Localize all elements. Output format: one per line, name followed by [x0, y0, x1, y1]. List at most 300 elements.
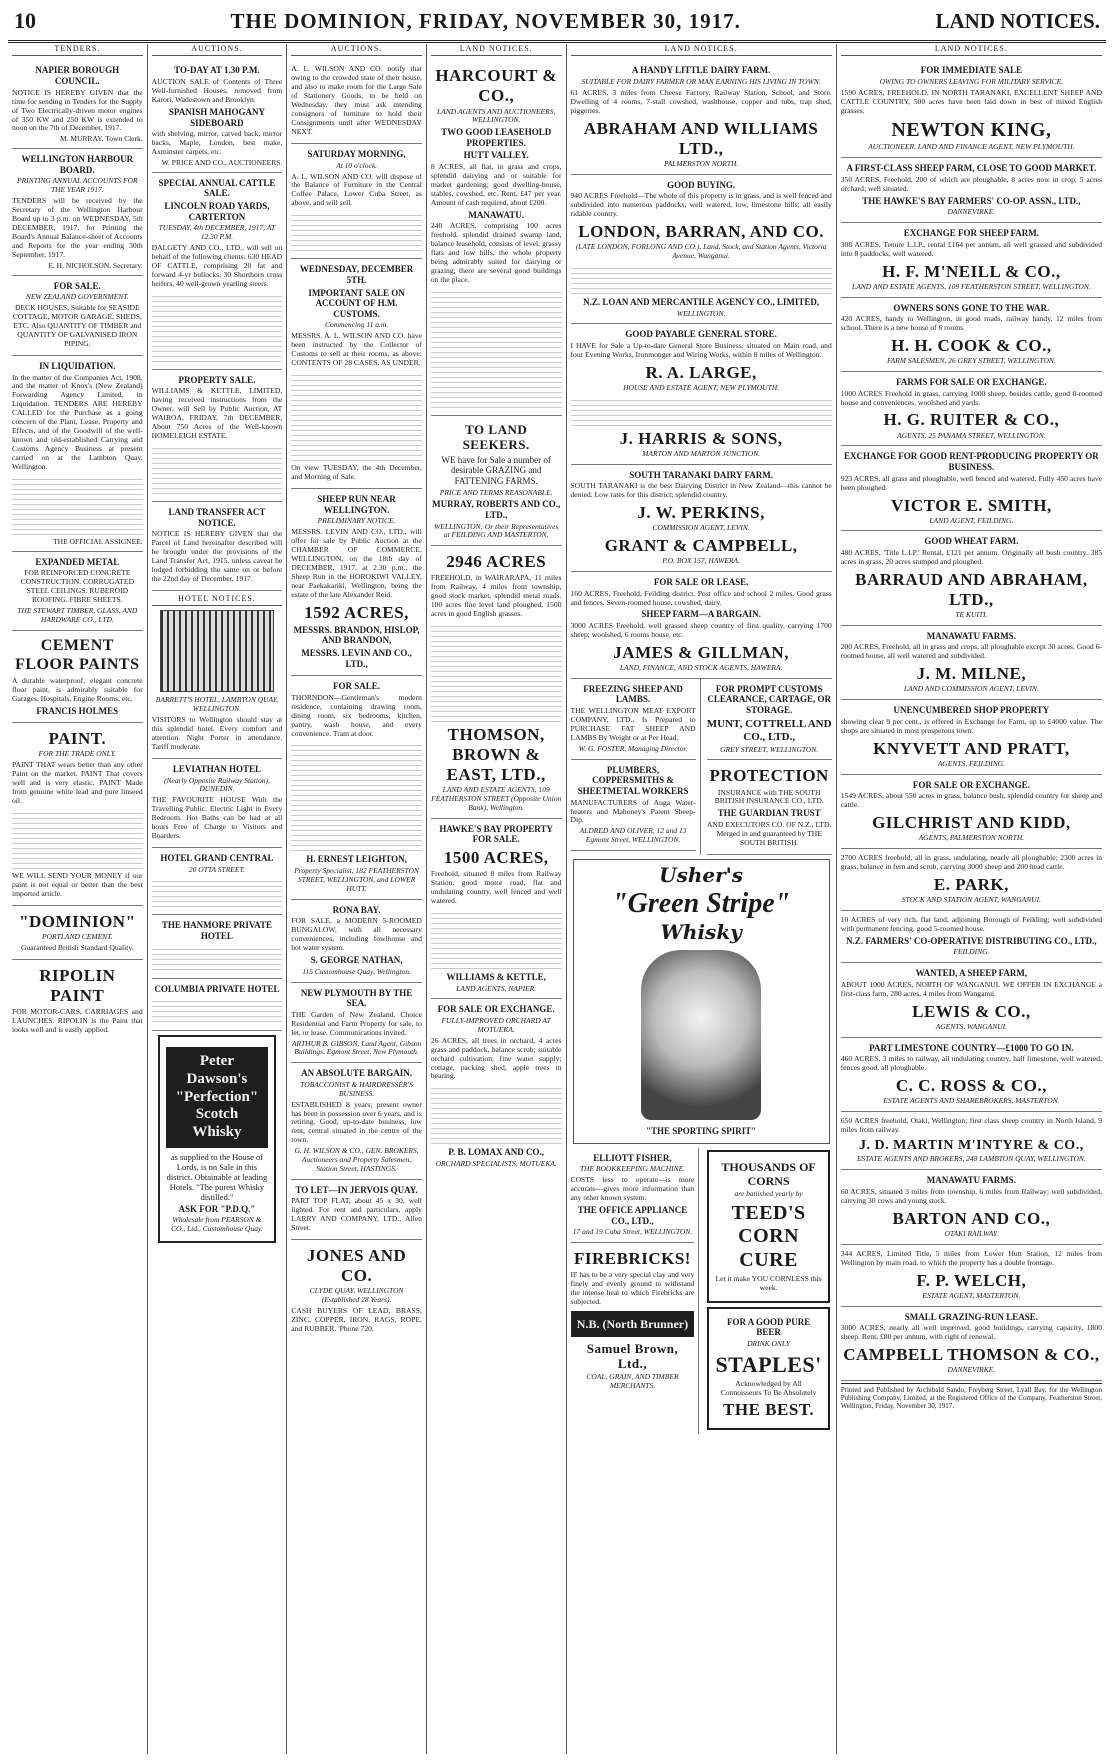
ad-title: PROTECTION	[709, 766, 829, 786]
ad-manawatu-farms-2	[841, 1170, 1102, 1244]
ad-agent-address: ORCHARD SPECIALISTS, MOTUEKA.	[435, 1159, 557, 1169]
ad-subtitle: are banished yearly by	[734, 1189, 803, 1199]
ad-title: Peter Dawson's "Perfection" Scotch Whisky	[166, 1047, 269, 1147]
ad-agent-address: COAL, GRAIN, AND TIMBER MERCHANTS.	[586, 1371, 679, 1390]
ad-grazing-run	[841, 1307, 1102, 1381]
bottom-right	[705, 1148, 831, 1434]
ad-agent: R. A. LARGE,	[645, 362, 757, 382]
ad-subtitle: SUITABLE FOR DAIRY FARMER OR MAN EARNING HIS LIVING IN TOWN.	[581, 77, 821, 87]
ad-title: HARCOURT & CO.,	[435, 66, 558, 106]
ad-body: Acknowledged by All Connoisseurs To Be Absolutely	[720, 1378, 817, 1397]
ad-body: 3000 ACRES, nearly all well improved, good buildings, carrying capacity, 1800 sheep. Rent, £80 per annum, with right of renewal.	[840, 1323, 1102, 1342]
ad-body: FREEHOLD, in WAIRARAPA, 11 miles from Railway, 4 miles from township, good stock market, splendid metal roads. 100 acres fine level land ploughed, 1500 acres in good English grasses.	[430, 573, 562, 619]
ad-insurance	[707, 760, 832, 854]
ad-body: WE have for Sale a number of desirable GRAZING and FATTENING FARMS.	[441, 454, 551, 486]
ad-body: Guaranteed British Standard Quality.	[21, 942, 134, 952]
ad-brand: N.B. (North Brunner)	[571, 1311, 695, 1337]
ad-dominion-cement	[12, 906, 143, 960]
text-block	[431, 1084, 562, 1144]
ad-customs-clearance	[707, 679, 832, 761]
bottom-left	[571, 1148, 700, 1434]
ad-agent: MURRAY, ROBERTS AND CO., LTD.,	[432, 499, 561, 521]
ad-agent: H. H. COOK & CO.,	[891, 336, 1052, 356]
ad-body: 240 ACRES, comprising 100 acres freehold, splendid drained swamp land, balance leasehold, consists of level, grassy flats and low hills, the whole property being admirably suited for dairying or grazing; there are several good buildings on the place.	[430, 221, 562, 285]
ad-firebricks	[571, 1243, 695, 1395]
auction-cattle	[152, 173, 283, 370]
newspaper-page	[8, 6, 1106, 1754]
ad-title: IN LIQUIDATION.	[39, 360, 116, 371]
ad-agent: J. HARRIS & SONS,	[619, 428, 783, 448]
ad-sale-or-lease	[571, 572, 832, 679]
ad-title: LAND TRANSFER ACT NOTICE.	[168, 507, 266, 528]
ad-subtitle: TOBACCONIST & HAIRDRESSER'S BUSINESS.	[300, 1079, 413, 1098]
notice-new-plymouth	[291, 983, 422, 1064]
ad-title: THE HANMORE PRIVATE HOTEL	[161, 920, 273, 942]
hotel-columbia	[152, 979, 283, 1032]
ad-dairy-farm	[571, 60, 832, 174]
ad-subtitle: LINCOLN ROAD YARDS, CARTERTON	[164, 201, 270, 222]
notice-rona-bay	[291, 900, 422, 983]
ad-taranaki	[571, 465, 832, 572]
ad-title: GOOD WHEAT FARM.	[924, 536, 1019, 547]
ad-subtitle: Commencing 11 a.m.	[324, 320, 389, 330]
ad-agent-address: AGENTS, FEILDING.	[937, 758, 1006, 768]
ad-feilding-land	[841, 911, 1102, 963]
ad-title: TO LAND SEEKERS.	[462, 422, 530, 453]
ad-title: FOR IMMEDIATE SALE	[920, 65, 1023, 76]
ad-agent-address: P.O. BOX 157, HAWERA.	[662, 556, 740, 566]
ad-date: TUESDAY, 4th DECEMBER, 1917, AT 12.30 P.M.	[158, 223, 276, 242]
ad-agent-address: COMMISSION AGENT, LEVIN.	[652, 523, 750, 533]
ad-subtitle: THE BOOKKEEPING MACHINE.	[579, 1164, 686, 1174]
bottom-split	[571, 1148, 832, 1434]
ad-brand: TEED'S CORN CURE	[731, 1201, 806, 1272]
ad-title: OWNERS SONS GONE TO THE WAR.	[893, 302, 1050, 313]
ad-agent-address: LAND AGENTS, NAPIER.	[456, 983, 537, 993]
ad-body: 1000 ACRES Freehold in grass, carrying 1000 sheep, besides cattle, good 8-roomed house and conveniences, woolshed and yards.	[840, 388, 1102, 407]
ad-title: MANAWATU FARMS.	[926, 1175, 1016, 1186]
ad-subtitle: NEW ZEALAND GOVERNMENT.	[25, 292, 129, 302]
ad-body: 10 ACRES of very rich, flat land, adjoining Borough of Feilding; well subdivided with permanent fencing, good 5-roomed house.	[840, 914, 1102, 933]
column-head: LAND NOTICES.	[431, 44, 562, 56]
ad-shop-property	[841, 700, 1102, 774]
ad-body: FOR MOTOR-CARS, CARRIAGES and LAUNCHES. RIPOLIN is the Paint that looks well and is easily applied.	[12, 1006, 143, 1034]
ad-title: SHEEP RUN NEAR WELLINGTON.	[317, 493, 396, 515]
ad-body: FOR REINFORCED CONCRETE CONSTRUCTION. CORRUGATED STEEL CEILINGS. RUBEROID ROOFING. FIBRE SHEETS.	[20, 568, 135, 605]
ad-title: AN ABSOLUTE BARGAIN.	[301, 1068, 412, 1079]
ad-agent-address: TE KUITI.	[955, 610, 988, 619]
ad-agent: F. P. WELCH,	[916, 1270, 1027, 1290]
ad-cement-floor-paints	[12, 631, 143, 723]
ad-expanded-metal	[12, 552, 143, 631]
ad-agent: VICTOR E. SMITH,	[891, 495, 1052, 515]
ad-body: 460 ACRES, 3 miles to railway, all undulating country, half limestone, well watered, fences good, all ploughable.	[840, 1054, 1102, 1073]
ad-body: VISITORS to Wellington should stay at this splendid hotel. Every comfort and attention. Night Porter in attendance. Tariff moderate.	[151, 715, 283, 751]
ad-wairarapa	[431, 546, 562, 818]
ad-title: 2946 ACRES	[446, 552, 547, 572]
ad-agent: GILCHRIST AND KIDD,	[872, 813, 1071, 833]
ad-title: GOOD PAYABLE GENERAL STORE.	[625, 329, 777, 340]
ad-body: FOR SALE, a MODERN 5-ROOMED BUNGALOW, with all necessary conveniences, including fowlhouse and hot water system.	[291, 916, 422, 953]
lower-left	[571, 679, 701, 855]
ad-title: EXCHANGE FOR GOOD RENT-PRODUCING PROPERTY OR BUSINESS.	[843, 451, 1099, 472]
ad-agent: J. M. MILNE,	[916, 664, 1027, 684]
hotel-grand-central	[152, 848, 283, 915]
page-number: 10	[14, 8, 36, 33]
ad-jones	[291, 1240, 422, 1340]
ad-body: Let it make YOU CORNLESS this week.	[715, 1273, 822, 1292]
ad-title: NAPIER BOROUGH COUNCIL.	[35, 65, 120, 87]
ad-agent-address: LAND AND ESTATE AGENTS, 109 FEATHERSTON STREET (Opposite Union Bank), Wellington.	[431, 785, 562, 812]
column-auctions-2	[287, 44, 427, 1754]
ad-signature: W. G. FOSTER, Managing Director.	[578, 743, 688, 753]
ad-agent-address: (LATE LONDON, FORLONG AND CO.), Land, Stock, and Station Agents, Victoria Avenue, Wanganui.	[575, 242, 827, 261]
ad-title: SOUTH TARANAKI DAIRY FARM.	[629, 469, 774, 480]
ad-title: FOR SALE OR EXCHANGE.	[912, 779, 1030, 790]
ad-signature: E. H. NICHOLSON, Secretary.	[48, 260, 143, 270]
hotel-illustration	[160, 610, 275, 692]
columns	[8, 44, 1106, 1754]
ad-subtitle: CLYDE QUAY, WELLINGTON (Established 28 Years).	[309, 1286, 404, 1305]
ad-agent-address: AUCTIONEER, LAND AND FINANCE AGENT, NEW PLYMOUTH.	[868, 142, 1075, 152]
ad-agent-address: ESTATE AGENT, MASTERTON.	[922, 1290, 1021, 1300]
ad-body: IF has to be a very special clay and very finely and evenly ground to withstand the intense heat to which Firebricks are subjected.	[570, 1270, 695, 1306]
ad-land-seekers	[431, 416, 562, 546]
ad-title: PLUMBERS, COPPERSMITHS & SHEETMETAL WORKERS	[577, 764, 689, 796]
hotel-hanmore	[152, 915, 283, 978]
ad-subtitle: PRINTING ANNUAL ACCOUNTS FOR THE YEAR 1917.	[16, 176, 138, 195]
ad-agent: CAMPBELL THOMSON & CO.,	[843, 1345, 1100, 1365]
lower-right	[707, 679, 832, 855]
ad-body: TENDERS will be received by the Secretary of the Wellington Harbour Board up to 3 p.m. on WEDNESDAY, 5th DECEMBER, 1917, for Printing the Board's Annual Balance-sheet of Accounts and Reports for the year ending 30th September, 1917.	[12, 196, 143, 259]
ad-lower-hutt	[841, 1245, 1102, 1307]
ad-agent-address: GREY STREET, WELLINGTON.	[720, 744, 819, 754]
ad-signature: ALDRED AND OLIVER, 12 and 13 Egmont Street, WELLINGTON.	[579, 826, 687, 845]
ad-body: THE WELLINGTON MEAT EXPORT COMPANY, LTD., Is Prepared to PURCHASE FAT SHEEP AND LAMBS By Weight or at Per Head.	[570, 706, 696, 742]
ad-body: WILLIAMS & KETTLE, LIMITED, having received instructions from the Owner, will Sell by Public Auction, AT WAIROA, FRIDAY, 7th DECEMBER, About 750 Acres of the Well-known HOMELEIGH ESTATE.	[151, 386, 283, 441]
ad-subtitle: THE GUARDIAN TRUST	[717, 808, 821, 819]
ad-title: RIPOLIN PAINT	[39, 965, 116, 1005]
ad-title: HAWKE'S BAY PROPERTY FOR SALE.	[439, 823, 553, 845]
column-land-3	[837, 44, 1106, 1754]
ad-title: EXPANDED METAL	[35, 556, 120, 567]
ad-general-store	[571, 324, 832, 464]
ad-title: GOOD BUYING.	[667, 179, 736, 190]
ad-agent-address: LAND AGENT, FEILDING.	[929, 515, 1014, 525]
ad-agent-address: WELLINGTON; Or their Representatives at FEILDING AND MASTERTON.	[434, 521, 559, 540]
ad-callout: ASK FOR "P.D.Q."	[178, 1203, 256, 1214]
auction-customs	[291, 259, 422, 489]
masthead-date: LAND NOTICES.	[935, 9, 1100, 33]
ad-title: SPECIAL ANNUAL CATTLE SALE.	[158, 177, 276, 199]
ad-title: WANTED, A SHEEP FARM,	[915, 968, 1028, 979]
ad-body: MANUFACTURERS of Auga Water-heaters and Mahoney's Patent Sheep-Dip.	[570, 797, 696, 825]
ad-agent-address: LAND AND COMMISSION AGENT, LEVIN.	[903, 684, 1039, 694]
ad-body: 420 ACRES, handy to Wellington, in good roads, railway handy, 12 miles from school. There is a new house of 6 rooms.	[840, 314, 1102, 333]
ad-agent: J. D. MARTIN M'INTYRE & CO.,	[859, 1137, 1084, 1153]
ad-immediate-sale	[841, 60, 1102, 158]
ad-subtitle: PORTLAND CEMENT.	[41, 931, 113, 941]
ad-agent: N.Z. LOAN AND MERCANTILE AGENCY CO., LIMITED,	[583, 296, 820, 307]
ad-agent: MUNT, COTTRELL AND CO., LTD.,	[706, 717, 832, 743]
ad-body: 940 ACRES Freehold—The whole of this property is in grass, and is well fenced and subdivided into numerous paddocks, well watered, low, limestone hills; all easily ridable country.	[570, 191, 832, 219]
ad-ripolin	[12, 960, 143, 1041]
ad-subtitle: FOR THE TRADE ONLY.	[38, 749, 117, 759]
ad-rent-producing	[841, 446, 1102, 531]
ad-title: FREEZING SHEEP AND LAMBS.	[583, 683, 683, 705]
ad-agent: ABRAHAM AND WILLIAMS LTD.,	[583, 118, 819, 158]
notice-thorndon	[291, 676, 422, 900]
ad-title: RONA BAY.	[332, 904, 381, 915]
ad-body: DALGETY AND CO., LTD., will sell on behalf of the following clients: 630 HEAD OF CATTLE, comprising 20 fat and forward 4-yr bullocks, 30 Shorthorn cross heifers, 40 well-grown yearling steers.	[151, 242, 283, 288]
ad-body: 8 ACRES, all flat, in grass and crops, splendid dairying and or suitable for market gardening; good dwelling-house, stables, cowshed, etc. Rent, £47 per year. Amount of cash required, about £200.	[430, 162, 562, 207]
whisky-type: Whisky	[660, 919, 742, 944]
ad-limestone	[841, 1038, 1102, 1112]
notice-bargain	[291, 1063, 422, 1180]
ad-teeds-corn-cure	[707, 1150, 829, 1303]
ad-section: HUTT VALLEY.	[463, 150, 529, 161]
lower-split	[571, 679, 832, 855]
ad-signature: MESSRS. LEVIN AND CO., LTD.,	[301, 647, 412, 669]
ad-agent-address: HOUSE AND ESTATE AGENT, NEW PLYMOUTH.	[623, 382, 780, 392]
ad-agent: MESSRS. BRANDON, HISLOP, AND BRANDON,	[293, 624, 420, 646]
ad-agent: C. C. ROSS & CO.,	[895, 1076, 1047, 1096]
ad-body: 344 ACRES, Limited Title, 5 miles from Lower Hutt Station, 12 miles from Wellington by main road, to which the property has a double frontage.	[840, 1248, 1102, 1267]
ad-agent-address: OTAKI RAILWAY.	[944, 1228, 999, 1238]
ad-good-buying	[571, 175, 832, 325]
ad-agent-address: Property Specialist, 182 FEATHERSTON STREET, WELLINGTON, and LOWER HUTT.	[294, 866, 419, 893]
ad-agent-address: WELLINGTON.	[676, 308, 726, 318]
text-block	[12, 475, 143, 535]
ad-otaki	[841, 1112, 1102, 1170]
ad-hawkes-bay	[431, 819, 562, 1000]
ad-agent: BARRAUD AND ABRAHAM, LTD.,	[855, 569, 1088, 609]
text-block	[152, 444, 283, 494]
notice-for-sale	[12, 276, 143, 356]
column-land-2	[567, 44, 837, 1754]
ad-title: NEW PLYMOUTH BY THE SEA.	[300, 987, 413, 1009]
ad-body: AND EXECUTORS CO. OF N.Z., LTD. Merged in and guaranteed by THE SOUTH BRITISH.	[706, 820, 832, 847]
ad-agent: Samuel Brown, Ltd.,	[586, 1341, 679, 1372]
text-block	[571, 396, 832, 426]
ad-body: ESTABLISHED 8 years; present owner has been in possession over 6 years, and is retiring. Good, up-to-date business, low rent, central situated in the centre of the town.	[291, 1099, 422, 1145]
ad-body: with shelving, mirror, carved back, mirror backs, Maple, London, best make, Axminster carpets, etc.	[151, 129, 283, 157]
column-head: TENDERS.	[12, 44, 143, 56]
ad-agent: E. PARK,	[933, 874, 1009, 894]
ad-agent: J. W. PERKINS,	[637, 503, 765, 523]
ad-agent: NEWTON KING,	[891, 118, 1052, 141]
ad-title: CEMENT FLOOR PAINTS	[15, 636, 140, 673]
ad-subtitle: DRINK ONLY	[747, 1338, 791, 1348]
masthead-title: THE DOMINION, FRIDAY, NOVEMBER 30, 1917.	[230, 9, 741, 33]
ad-freezing	[571, 679, 696, 760]
ad-park	[841, 849, 1102, 911]
column-head: LAND NOTICES.	[841, 44, 1102, 56]
ad-agent: JAMES & GILLMAN,	[613, 642, 789, 662]
ad-subtitle: PRICE AND TERMS REASONABLE.	[439, 487, 553, 497]
text-block	[291, 371, 422, 461]
ad-plumbers	[571, 760, 696, 851]
ad-elliott-fisher	[571, 1148, 695, 1243]
ad-ushers-whisky	[573, 859, 830, 1144]
ad-body: A. L. WILSON AND CO. will dispose of the Balance of Furniture in the Central Coffee Palace, Lower Cuba Street, as above, and will sell.	[291, 171, 422, 208]
ad-body: AUCTION SALE of Contents of Three Well-furnished Houses, removed from Karori, Wadestown and Brooklyn.	[151, 77, 283, 104]
column-tenders	[8, 44, 148, 1754]
ad-title: ELLIOTT FISHER,	[593, 1152, 672, 1163]
hotel-barretts	[152, 591, 283, 759]
ad-agent-address: 17 and 19 Cuba Street, WELLINGTON.	[572, 1227, 693, 1237]
ad-agent: H. ERNEST LEIGHTON,	[306, 854, 407, 865]
ad-wheat-farm	[841, 531, 1102, 625]
ad-agent: BARTON AND CO.,	[892, 1208, 1051, 1228]
ad-agent: GRANT & CAMPBELL,	[604, 536, 798, 556]
ad-subtitle: TWO GOOD LEASEHOLD PROPERTIES.	[441, 127, 552, 148]
imprint: Printed and Published by Archibald Sando, Freyberg Street, Lyall Bay, for the Wellington Publishing Company, Limited, at the Registered Office of the Company, Featherston Street, Wellington, Friday, November 30, 1917.	[841, 1383, 1102, 1411]
ad-agent-address: LAND, FINANCE, AND STOCK AGENTS, HAWERA.	[619, 663, 783, 673]
ad-body: Freehold, situated 8 miles from Railway Station, good motor road, flat and undulating country, well fenced and well watered.	[430, 869, 562, 905]
ad-title: FOR SALE.	[53, 280, 101, 291]
ad-agent: S. GEORGE NATHAN,	[310, 955, 403, 966]
ad-paint	[12, 723, 143, 906]
ad-subtitle: At 10 o'clock.	[336, 160, 378, 170]
ad-title: LEVIATHAN HOTEL	[172, 763, 261, 774]
ad-title: MANAWATU FARMS.	[926, 630, 1016, 641]
ad-title: PAINT.	[48, 729, 107, 749]
text-block	[431, 622, 562, 722]
ad-agent-address: DANNEVIRKE.	[947, 207, 996, 217]
ad-signature: G. H. WILSON & CO., GEN. BROKERS, Auctioneers and Property Salesmen, Station Street, HASTINGS.	[294, 1146, 419, 1174]
ad-signature: THE STEWART TIMBER, GLASS, AND HARDWARE CO., LTD.	[17, 606, 138, 625]
column-head: LAND NOTICES.	[571, 44, 832, 56]
ad-title: WEDNESDAY, DECEMBER 5TH.	[299, 264, 414, 285]
ad-agent: LEWIS & CO.,	[912, 1001, 1031, 1021]
text-block	[431, 288, 562, 408]
ad-acreage: 1500 ACRES,	[443, 848, 549, 868]
ad-body: NOTICE IS HEREBY GIVEN that the Parcel of Land hereinafter described will be brought under the provisions of the Land Transfer Act, 1915, unless caveat be lodged forbidding the same on or before the 22nd day of December, 1917.	[151, 529, 283, 584]
ad-title: PROPERTY SALE.	[178, 374, 256, 385]
ad-first-class-sheep	[841, 158, 1102, 223]
whisky-name: "Green Stripe"	[612, 888, 791, 920]
ad-exchange-sheep	[841, 223, 1102, 297]
ad-sons-war	[841, 298, 1102, 372]
text-block	[152, 877, 283, 907]
ad-agent: H. G. RUITER & CO.,	[883, 410, 1060, 430]
ad-body: THORNDON—Gentleman's modern residence, containing drawing room, dining room, six bedrooms, kitchen, pantry, wash house, and every convenience. Tram at door.	[291, 692, 422, 738]
ad-body: 480 ACRES, 'Title L.I.P.' Rental, £121 per annum. Originally all bush country. 385 acres in grass, 20 acres stumped and ploughed.	[840, 548, 1102, 566]
ad-agent-address: LAND AND ESTATE AGENTS, 109 FEATHERSTON STREET, WELLINGTON.	[852, 281, 1091, 291]
ad-title: FOR PROMPT CUSTOMS CLEARANCE, CARTAGE, OR STORAGE.	[707, 683, 831, 716]
ad-title: "DOMINION"	[19, 911, 136, 931]
ad-agent: WILLIAMS & KETTLE,	[446, 971, 546, 982]
ad-subtitle: SPANISH MAHOGANY SIDEBOARD	[168, 106, 265, 128]
ad-body: INSURANCE with THE SOUTH BRITISH INSURANCE CO., LTD.	[714, 787, 824, 806]
ad-title: HOTEL GRAND CENTRAL	[160, 852, 274, 863]
column-auctions-1	[148, 44, 288, 1754]
ad-acreage: 1592 ACRES,	[304, 602, 409, 622]
ad-title: SMALL GRAZING-RUN LEASE.	[904, 1311, 1039, 1322]
ad-body: COSTS less to operate—is more accurate—gives more information than any other known system.	[570, 1175, 695, 1203]
ad-body: THE FAVOURITE HOUSE With the Travelling Public. Electric Light in Every Bedroom. Hot Baths can be had at all hours Free of Charge to Visitors and Boarders.	[151, 795, 283, 841]
ad-title: UNENCUMBERED SHOP PROPERTY	[893, 705, 1050, 716]
ad-harcourt	[431, 60, 562, 416]
ad-signature: FRANCIS HOLMES	[36, 705, 119, 716]
ad-signature: THE OFFICIAL ASSIGNEE.	[53, 537, 143, 546]
ad-body: 61 ACRES, 3 miles from Cheese Factory, Railway Station, School, and Store. Dwelling of 4 rooms, 7-stall cowshed, washhouse, copper and tubs, trap shed, piggeries.	[570, 87, 832, 115]
ad-sale-exchange-2	[841, 775, 1102, 849]
ad-section: MANAWATU.	[468, 209, 524, 220]
ad-body: ABOUT 1000 ACRES, NORTH OF WANGANUI. WE OFFER IN EXCHANGE a first-class farm, 280 acres, 4 miles from Wanganui.	[840, 979, 1102, 998]
ad-signature: ARTHUR B. GIBSON, Land Agent, Gibson Buildings, Egmont Street, New Plymouth.	[291, 1038, 422, 1057]
ad-title: WELLINGTON HARBOUR BOARD.	[21, 154, 134, 175]
ad-body: In the matter of the Companies Act, 1908, and the matter of Knox's (New Zealand) Forwarding Agency Limited, in Liquidation. TENDERS ARE HEREBY CALLED for the Purchase as a going concern of the Plant, Lease, Property and Effects, and of the Goodwill of the well-known and old-established Carrying and Customs Agency Business at present carried on at the Lambton Quay, Wellington.	[12, 372, 143, 472]
ad-body: WE WILL SEND YOUR MONEY if our paint is not equal or better than the best imported article.	[12, 870, 143, 898]
ad-body: 60 ACRES, situated 3 miles from township, 6 miles from Railway; well subdivided, carrying 30 cows and young stock.	[840, 1186, 1102, 1205]
ad-body: I HAVE for Sale a Up-to-date General Store Business, situated on Main road, and four Evening Works, Ironmonger and Wiring Works, within 8 miles of Wellington.	[570, 340, 832, 359]
ad-title: EXCHANGE FOR SHEEP FARM.	[903, 228, 1040, 239]
section-head: HOTEL NOTICES.	[152, 594, 283, 606]
ad-agent-address: MARTON AND MARTON JUNCTION.	[642, 448, 761, 458]
ad-body: as supplied to the House of Lords, is on Sale in this district. Obtainable at leading Hotels. "The purest Whisky distilled."	[166, 1151, 268, 1202]
text-block	[12, 809, 143, 869]
ad-body: THE Garden of New Zealand. Choice Residential and Farm Property for sale, to let, or lease. Communications invited.	[291, 1009, 422, 1037]
column-head: AUCTIONS.	[152, 44, 283, 56]
ad-body: PART TOP FLAT, about 45 x 30, well lighted. For rent and particulars, apply LARRY AND COMPANY, LTD., Allen Street.	[291, 1196, 422, 1233]
ad-motueka	[431, 999, 562, 1174]
ad-agent: LONDON, BARRAN, AND CO.	[578, 222, 824, 242]
ad-body: A. L. WILSON AND CO. notify that owing to the crowded state of their house, and also to make room for the Large Sale of Stationery Goods, to be held on Wednesday, they must ask intending consignors of furniture to hold their Consignments until after WEDNESDAY NEXT.	[291, 64, 422, 137]
notice-land-transfer	[152, 502, 283, 591]
ad-body: 923 ACRES, all grass and ploughable, well fenced and watered. Fully 450 acres have been ploughed.	[840, 473, 1102, 492]
ad-body: CASH BUYERS OF LEAD, BRASS, ZINC, COPPER, IRON, RAGS, ROPE, and RUBBER. 'Phone 720.	[291, 1306, 422, 1333]
ad-body: 308 ACRES, Tenure L.I.P., rental £164 per annum, all well grassed and subdivided into 8 paddocks, well watered.	[840, 239, 1102, 258]
ad-signature: W. PRICE AND CO., AUCTIONEERS.	[161, 157, 283, 167]
ad-agent-address: FARM SALESMEN, 26 GREY STREET, WELLINGTON.	[886, 356, 1056, 366]
hotel-leviathan	[152, 759, 283, 848]
ad-subtitle: FULLY-IMPROVED ORCHARD AT MOTUEKA.	[441, 1015, 551, 1034]
ad-section: SHEEP FARM—A BARGAIN.	[641, 609, 761, 620]
ad-callout: THE BEST.	[723, 1400, 815, 1420]
ad-subtitle: LAND AGENTS AND AUCTIONEERS, WELLINGTON.	[437, 106, 556, 125]
ad-body: 1590 ACRES, FREEHOLD, IN NORTH TARANAKI, EXCELLENT SHEEP AND CATTLE COUNTRY, 500 acres have been laid down in best of mixed English grasses.	[840, 87, 1102, 115]
ad-subtitle: PRELIMINARY NOTICE.	[317, 516, 396, 526]
ad-agent: THE HAWKE'S BAY FARMERS' CO-OP. ASSN., LTD.,	[862, 195, 1081, 206]
text-block	[152, 945, 283, 971]
ad-title: THOUSANDS OF CORNS	[721, 1159, 816, 1188]
ad-agent: KNYVETT AND PRATT,	[873, 738, 1070, 758]
ad-body: 2700 ACRES freehold, all in grass, undulating, nearly all ploughable; 2300 acres in grass, balance in fern and scrub, carrying 3000 sheep and 200 head cattle.	[840, 853, 1102, 872]
notice-to-let	[291, 1180, 422, 1240]
masthead	[8, 6, 1106, 43]
ad-title: SATURDAY MORNING,	[307, 149, 406, 160]
ad-title: FARMS FOR SALE OR EXCHANGE.	[896, 376, 1047, 387]
ad-title: TO-DAY AT 1.30 P.M.	[174, 65, 260, 76]
ad-agent: THE OFFICE APPLIANCE CO., LTD.,	[577, 1205, 688, 1226]
ad-title: COLUMBIA PRIVATE HOTEL	[154, 983, 280, 994]
ad-title: FIREBRICKS!	[573, 1249, 691, 1269]
column-land-1	[427, 44, 567, 1754]
ad-body: SOUTH TARANAKI is the best Dairying District in New Zealand—this cannot be denied. Low rates for this district; splendid country.	[570, 481, 832, 500]
ad-title: FOR SALE.	[333, 681, 381, 692]
text-block	[291, 741, 422, 851]
ad-body: showing clear 9 per cent., is offered in Exchange for Farm, up to £4000 value. The shops are situated in most prosperous town.	[840, 716, 1102, 735]
text-block	[571, 264, 832, 294]
ad-subtitle: (Nearly Opposite Railway Station), DUNEDIN.	[164, 775, 270, 794]
notice-liquidation	[12, 356, 143, 552]
auction-contents	[152, 60, 283, 172]
ad-staples-beer	[707, 1307, 829, 1430]
ad-body: 350 ACRES, Freehold, 200 of which are ploughable, 8 acres now in crop, 5 acres orchard; well situated.	[840, 174, 1102, 193]
ad-body: On view TUESDAY, the 4th December, and Morning of Sale.	[291, 463, 422, 481]
